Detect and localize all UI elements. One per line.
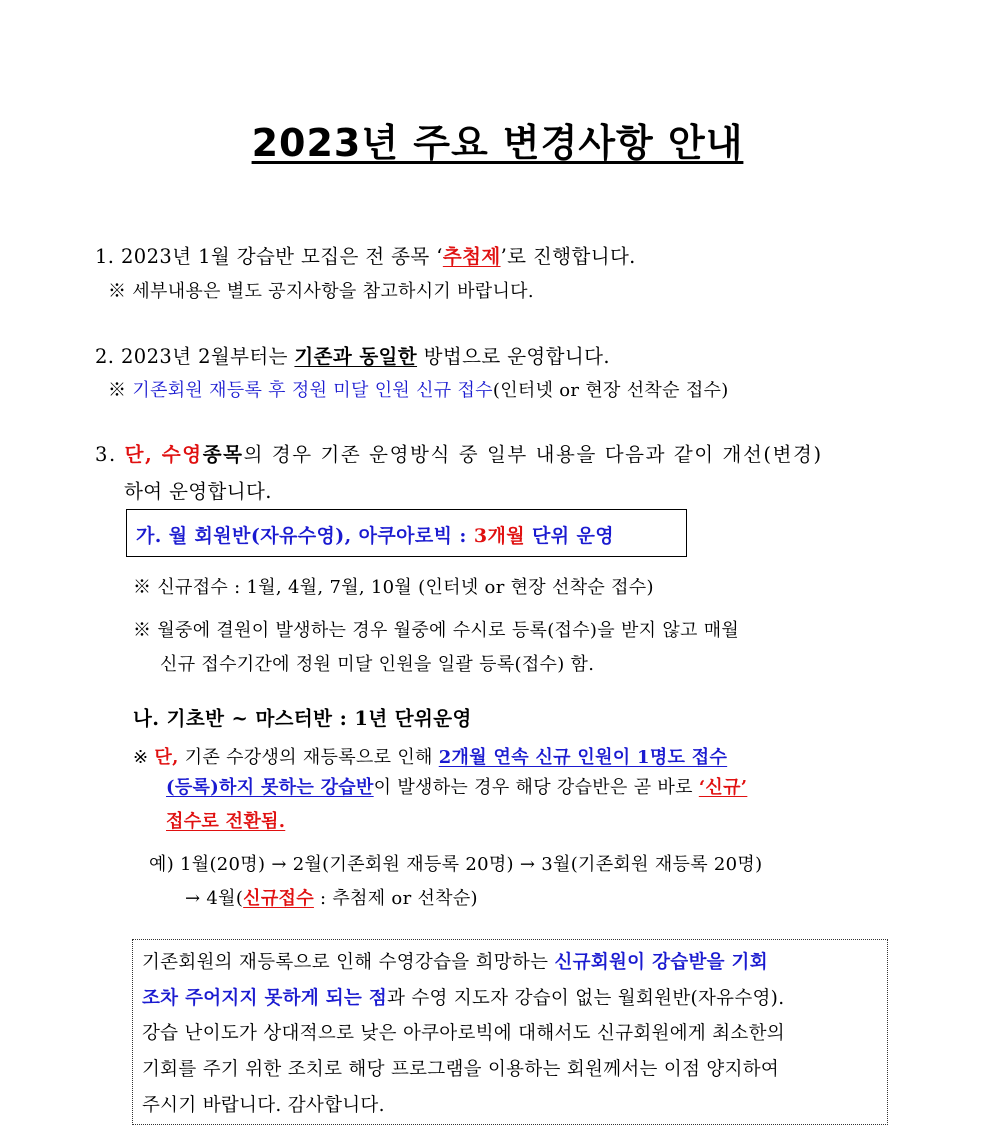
- item-1-note: ※ 세부내용은 별도 공지사항을 참고하시기 바랍니다.: [108, 281, 534, 302]
- item-2-note-rest: (인터넷 or 현장 선착순 접수): [492, 380, 729, 401]
- notice-line-3: 강습 난이도가 상대적으로 낮은 아쿠아로빅에 대해서도 신규회원에게 최소한의: [142, 1023, 785, 1044]
- item-3-bold: 종목: [202, 443, 244, 466]
- ga-note-2a: ※ 월중에 결원이 발생하는 경우 월중에 수시로 등록(접수)을 받지 않고 매월: [133, 620, 740, 641]
- notice-blue-1: 신규회원이 강습받을 기회: [554, 952, 768, 973]
- item-3: [95, 439, 823, 467]
- example-text-b: : 추첨제 or 선착순): [313, 888, 478, 909]
- item-2-note-blue: 기존회원 재등록 후 정원 미달 인원 신규 접수: [132, 380, 493, 401]
- na-text-1: 기존 수강생의 재등록으로 인해: [178, 747, 439, 768]
- ga-note-1: ※ 신규접수 : 1월, 4월, 7월, 10월 (인터넷 or 현장 선착순 접수): [133, 577, 654, 598]
- page-title: 2023년 주요 변경사항 안내: [251, 121, 744, 165]
- ga-note-2b: 신규 접수기간에 정원 미달 인원을 일괄 등록(접수) 함.: [160, 654, 595, 675]
- na-line-3: 접수로 전환됨.: [166, 811, 286, 832]
- item-3-red: 단, 수영: [124, 443, 203, 466]
- item-2-highlight: 기존과 동일한: [294, 345, 418, 368]
- na-mark: ※: [133, 747, 155, 768]
- notice-line-5: 주시기 바랍니다. 감사합니다.: [142, 1095, 385, 1116]
- item-3-line-2: 하여 운영합니다.: [124, 480, 272, 503]
- item-2-note: [108, 376, 729, 402]
- notice-blue-2: 조차 주어지지 못하게 되는 점: [142, 988, 388, 1009]
- ga-heading: [136, 521, 614, 548]
- ga-red: 3개월: [473, 525, 525, 547]
- item-1-highlight: 추첨제: [442, 245, 501, 268]
- ga-label: 가. 월 회원반(자유수영), 아쿠아로빅 :: [136, 525, 474, 547]
- na-blue-1: 2개월 연속 신규 인원이 1명도 접수: [438, 747, 728, 768]
- item-1-text-end: ’로 진행합니다.: [500, 245, 636, 268]
- na-line-2: [166, 773, 747, 799]
- na-line-1: [133, 743, 727, 769]
- item-2-text-end: 방법으로 운영합니다.: [417, 345, 610, 368]
- item-2-text: 2. 2023년 2월부터는: [95, 345, 295, 368]
- item-3-number: 3.: [95, 443, 125, 466]
- na-blue-2: (등록)하지 못하는 강습반: [166, 777, 374, 798]
- item-2: [95, 341, 610, 369]
- notice-line-4: 기회를 주기 위한 조치로 해당 프로그램을 이용하는 회원께서는 이점 양지하여: [142, 1059, 780, 1080]
- na-text-2: 이 발생하는 경우 해당 강습반은 곧 바로: [373, 777, 699, 798]
- ga-tail: 단위 운영: [525, 525, 615, 547]
- notice-text-2: 과 수영 지도자 강습이 없는 월회원반(자유수영).: [387, 988, 785, 1009]
- item-1: [95, 241, 636, 269]
- na-heading: 나. 기초반 ~ 마스터반 : 1년 단위운영: [133, 707, 472, 730]
- example-text-a: → 4월(: [185, 888, 244, 909]
- example-line-1: 예) 1월(20명) → 2월(기존회원 재등록 20명) → 3월(기존회원 재등록 20명): [149, 854, 763, 875]
- na-red-1: 단,: [154, 747, 179, 768]
- notice-line-2: [142, 984, 784, 1010]
- na-red-2: ‘신규’: [698, 777, 748, 798]
- note-mark: ※: [108, 380, 133, 401]
- item-1-text: 1. 2023년 1월 강습반 모집은 전 종목 ‘: [95, 245, 443, 268]
- notice-line-1: [142, 948, 768, 974]
- notice-text-1: 기존회원의 재등록으로 인해 수영강습을 희망하는: [142, 952, 555, 973]
- item-3-text: 의 경우 기존 운영방식 중 일부 내용을 다음과 같이 개선(변경): [243, 443, 823, 466]
- example-line-2: [185, 884, 478, 910]
- example-red: 신규접수: [243, 888, 314, 909]
